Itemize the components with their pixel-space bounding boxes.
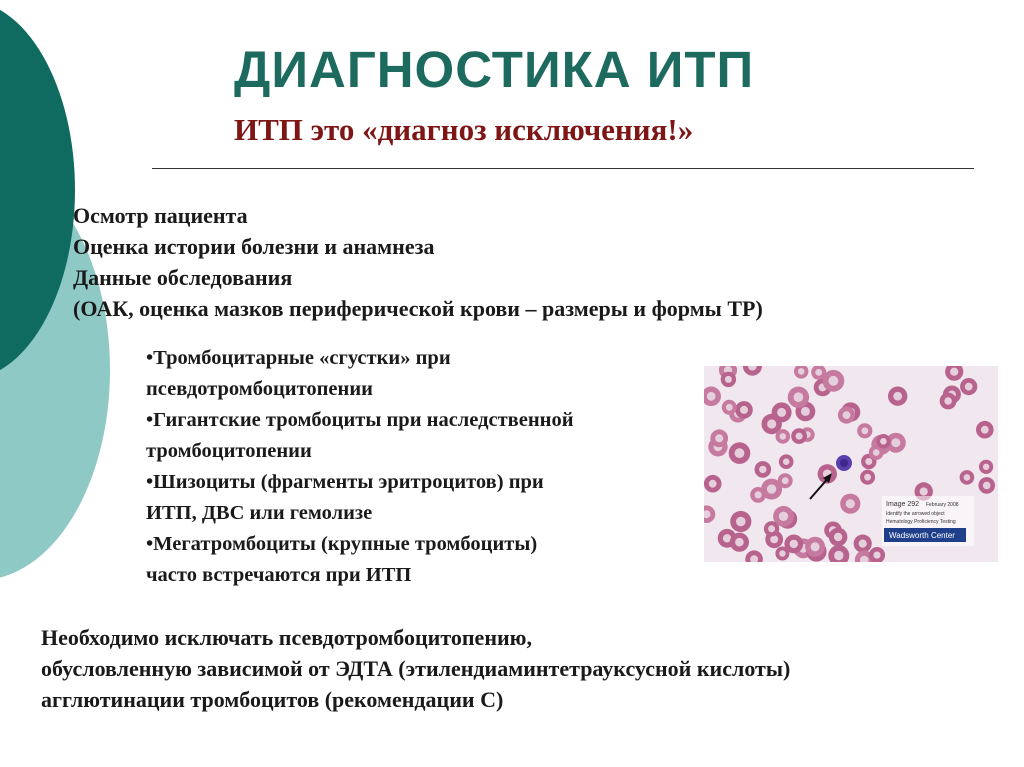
note-line: обусловленную зависимой от ЭДТА (этилендиаминтетрауксусной кислоты) (41, 656, 791, 681)
red-cell-center (981, 426, 989, 434)
red-cell-center (735, 448, 745, 458)
red-cell-center (880, 438, 887, 445)
red-cell-center (715, 434, 723, 442)
slide-title: ДИАГНОСТИКА ИТП (234, 41, 755, 98)
caption-line: Image 292 (886, 501, 920, 508)
step-item: Осмотр пациента (73, 203, 248, 228)
red-cell-center (709, 480, 717, 488)
step-item: Данные обследования (73, 265, 293, 290)
red-cell-center (798, 368, 805, 375)
red-cell-center (725, 376, 732, 383)
note-line: Необходимо исключать псевдотромбоцитопению, (41, 625, 532, 650)
red-cell-center (767, 484, 776, 493)
red-cell-center (983, 464, 989, 470)
red-cell-center (834, 533, 842, 541)
slide-subtitle: ИТП это «диагноз исключения!» (234, 112, 694, 147)
red-cell-center (834, 551, 843, 560)
blood-smear-image (704, 366, 998, 562)
red-cell-center (950, 368, 958, 376)
red-cell-center (944, 397, 952, 405)
bullet-line: •Гигантские тромбоциты при наследственной (146, 409, 574, 431)
exclusion-note (41, 622, 790, 715)
red-cell-center (726, 404, 733, 411)
red-cell-center (735, 538, 744, 547)
bullet-line: часто встречаются при ИТП (146, 564, 412, 586)
red-cell-center (861, 427, 868, 434)
red-cell-center (794, 392, 804, 402)
red-cell-center (815, 369, 822, 376)
bullet-line: •Мегатромбоциты (крупные тромбоциты) (146, 533, 538, 555)
red-cell-center (873, 449, 880, 456)
red-cell-center (846, 499, 855, 508)
red-cell-center (801, 407, 810, 416)
red-cell-center (759, 466, 766, 473)
note-line: агглютинации тромбоцитов (рекомендации С) (41, 687, 504, 712)
bullet-line: •Тромбоцитарные «сгустки» при (146, 347, 451, 369)
red-cell-center (770, 535, 778, 543)
red-cell-center (779, 512, 788, 521)
red-cell-center (755, 491, 762, 498)
caption-line: Identify the arrowed object (886, 511, 945, 517)
red-cell-center (790, 540, 798, 548)
red-cell-center (783, 458, 790, 465)
diagnostic-steps (73, 200, 763, 324)
red-cell-center (893, 392, 902, 401)
red-cell-center (780, 433, 787, 440)
red-cell-center (782, 477, 789, 484)
red-cell-center (767, 419, 776, 428)
red-cell-center (777, 408, 786, 417)
red-cell-center (859, 540, 867, 548)
badge-label: Wadsworth Center (889, 531, 955, 540)
red-cell-center (964, 474, 971, 481)
caption-line: February 2008 (926, 502, 959, 508)
red-cell-center (796, 433, 803, 440)
step-item: (ОАК, оценка мазков периферической крови – размеры и формы ТР) (73, 296, 763, 321)
smear-findings-list (146, 343, 574, 591)
bullet-line: псевдотромбоцитопении (146, 378, 373, 400)
red-cell-center (920, 487, 928, 495)
bullet-line: •Шизоциты (фрагменты эритроцитов) при (146, 471, 544, 493)
red-cell-center (768, 525, 775, 532)
red-cell-center (736, 517, 746, 527)
title-divider (152, 168, 974, 169)
step-item: Оценка истории болезни и анамнеза (73, 234, 435, 259)
caption-line: Hematology Proficiency Testing (886, 519, 956, 525)
red-cell-center (829, 376, 839, 386)
red-cell-center (983, 482, 991, 490)
red-cell-center (779, 550, 785, 556)
red-cell-center (707, 392, 716, 401)
red-cell-center (865, 458, 872, 465)
red-cell-center (811, 542, 820, 551)
red-cell-center (864, 474, 871, 481)
bullet-line: тромбоцитопении (146, 440, 312, 462)
bullet-line: ИТП, ДВС или гемолизе (146, 502, 373, 524)
red-cell-center (891, 438, 900, 447)
red-cell-center (965, 383, 973, 391)
red-cell-center (843, 411, 851, 419)
red-cell-center (873, 552, 880, 559)
red-cell-center (740, 406, 748, 414)
